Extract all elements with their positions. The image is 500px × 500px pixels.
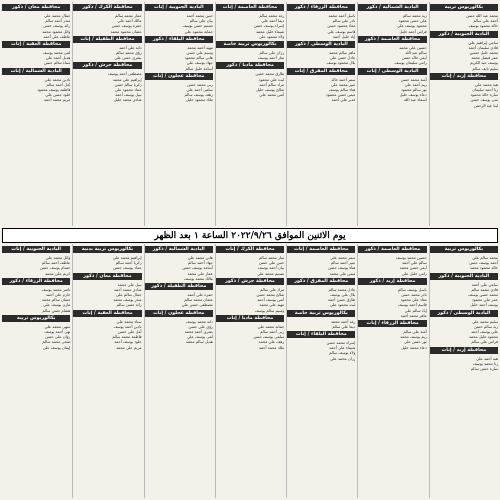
candidate-name: سمر أحمد خالد xyxy=(331,76,356,82)
candidate-name: ضحى محمد سالم xyxy=(42,339,71,345)
candidate-name: لمى محمد يوسف xyxy=(42,50,71,56)
section-header: البادية الجنوبية / ذكور xyxy=(430,273,498,280)
section-header: محافظة الطفيلة / ذكور xyxy=(145,283,213,290)
candidate-name: ناصر محمد يوسف xyxy=(41,286,71,292)
listing-column xyxy=(2,2,70,226)
section-header: محافظة البلقاء / إناث xyxy=(287,331,355,338)
candidate-name: ديما أحمد علي xyxy=(261,18,285,24)
candidate-name: حازم علي أحمد xyxy=(45,292,71,298)
candidate-name: زكريا أحمد سالم xyxy=(115,260,142,266)
candidate-name: قاسم أحمد يوسف xyxy=(397,302,427,308)
candidate-name: عمر علي محمود xyxy=(472,297,498,303)
candidate-name: رؤى محمد سالم xyxy=(115,50,142,56)
candidate-name: فراس أحمد خليل xyxy=(399,28,427,34)
candidate-name: مازن يوسف علي xyxy=(43,302,71,308)
candidate-name: سمر محمد علي xyxy=(330,255,356,260)
candidate-name: أمل علي حسن xyxy=(117,329,142,335)
candidate-name: وائل محمد علي xyxy=(45,255,71,260)
candidate-name: طارق حسن أحمد xyxy=(327,297,356,303)
section-header: محافظة إربد / إناث xyxy=(430,73,498,80)
candidate-name: حسين علي محمد xyxy=(399,44,427,50)
candidate-name: رائد حسن سالم xyxy=(116,302,142,308)
section-header: محافظة العاصمة / إناث xyxy=(216,4,284,11)
section-header: بكالوريوس تربية خاصة xyxy=(287,310,355,317)
candidate-name: آمنة محمد حسن xyxy=(400,76,427,82)
candidate-name: رامي سليمان يوسف xyxy=(394,60,427,66)
candidate-name: منار أحمد يوسف xyxy=(257,55,285,61)
candidate-name: دعاء محمد خليل xyxy=(401,344,427,350)
candidate-name: سارة حسن سالم xyxy=(470,366,498,372)
candidate-name: هديل سالم محمد xyxy=(185,339,213,345)
candidate-name: أسامة يوسف حسن xyxy=(182,265,213,271)
candidate-name: محمد عبد الله حسن xyxy=(466,13,498,18)
candidate-name: عماد يوسف حسن xyxy=(113,265,142,271)
candidate-name: غسان سالم محمد xyxy=(41,297,71,303)
section-header: البادية الشمالية / إناث xyxy=(2,68,70,75)
candidate-name: مهند أحمد محمد xyxy=(187,44,213,50)
section-header: بكالوريوس تربية خاصة xyxy=(216,41,284,48)
candidate-name: بيان أحمد يوسف xyxy=(257,265,285,271)
listing-column xyxy=(215,2,284,226)
candidate-name: دعاء يوسف خليل xyxy=(399,92,427,98)
candidate-name: محمود يوسف علي xyxy=(397,23,427,29)
candidate-name: صالح يوسف خليل xyxy=(255,87,285,93)
section-header: البادية الجنوبية / إناث xyxy=(145,4,213,11)
candidate-name: بيان علي سالم xyxy=(189,18,213,24)
section-header: بكالوريوس تربية xyxy=(430,4,498,11)
candidate-name: معاذ علي محمود xyxy=(400,297,427,303)
listing-column xyxy=(357,2,426,226)
section-header: البادية الشمالية / ذكور xyxy=(358,4,426,11)
listing-column xyxy=(286,244,355,498)
candidate-name: غدير علي أحمد xyxy=(331,97,356,103)
section-header: محافظة معان / ذكور xyxy=(2,4,70,11)
section-header: محافظة جرش / ذكور xyxy=(73,62,141,69)
listing-column xyxy=(2,244,70,498)
candidate-name: إبراهيم محمد علي xyxy=(112,255,142,260)
candidate-name: مهند علي محمد xyxy=(259,302,285,308)
candidate-name: منذر أحمد سالم xyxy=(45,18,71,24)
candidate-name: ملك محمد أحمد xyxy=(258,344,285,350)
candidate-name: نادر علي سالم xyxy=(332,18,356,24)
candidate-name: زيد سالم حسن xyxy=(474,323,498,329)
candidate-name: نبيل يوسف أحمد xyxy=(115,92,142,98)
candidate-name: فاطمة يوسف محمود xyxy=(37,87,71,93)
candidate-name: خالد محمود يوسف xyxy=(468,23,498,29)
candidate-name: خلود حسن علي xyxy=(45,92,71,98)
section-header: بكالوريوس تربية xyxy=(430,246,498,253)
candidate-name: عبير محمد علي xyxy=(331,81,356,87)
candidate-name: وائل محمود محمد xyxy=(42,28,71,34)
candidate-name: سلمى يوسف حسن xyxy=(253,334,285,340)
candidate-name: ملك محمود خليل xyxy=(186,97,213,103)
candidate-name: جمال سالم علي xyxy=(116,292,142,298)
section-header: محافظة معان / ذكور xyxy=(73,273,141,280)
candidate-name: سامي علي أحمد xyxy=(471,281,498,287)
candidate-name: أمل أحمد سالم xyxy=(46,81,71,87)
candidate-name: مصطفى حسن علي xyxy=(181,302,213,308)
candidate-name: جهاد أحمد سالم xyxy=(187,260,213,266)
candidate-name: أنس يوسف أحمد xyxy=(257,297,285,303)
section-header: محافظة المفرق / ذكور xyxy=(287,278,355,285)
section-header: البادية الوسطى / ذكور xyxy=(287,41,355,48)
candidate-name: خلود يوسف أحمد xyxy=(114,339,142,345)
candidate-name: مراد علي سالم xyxy=(260,286,285,292)
candidate-name: منار محمد سالم xyxy=(258,255,285,260)
candidate-name: عبير أحمد سالم xyxy=(330,260,356,266)
candidate-name: مريم محمد أحمد xyxy=(43,97,71,103)
candidate-name: خالد محمود محمد xyxy=(469,265,498,271)
listing-column xyxy=(144,244,213,498)
candidate-name: ميس حسن محمود xyxy=(326,92,356,98)
candidate-name: علي حسن محمود xyxy=(398,18,427,24)
candidate-name: ليث علي محمود xyxy=(258,76,285,82)
candidate-name: سليم محمد علي xyxy=(472,318,498,324)
candidate-name: سالم علي أحمد xyxy=(402,260,427,266)
section-header: محافظة عجلون / إناث xyxy=(145,73,213,80)
candidate-name: بشرى حسن علي xyxy=(114,55,142,61)
candidate-name: بلال علي يوسف xyxy=(330,292,356,298)
candidate-name: رزان محمد علي xyxy=(330,355,356,361)
candidate-name: ميس علي محمد xyxy=(329,270,356,276)
section-header: محافظة الكرك / إناث xyxy=(216,246,284,253)
candidate-name: إسراء محمد حسن xyxy=(326,340,356,346)
candidate-name: إيمان يوسف علي xyxy=(42,344,71,350)
candidate-name: سهى محمد علي xyxy=(44,323,71,329)
candidate-name: أحمد علي سالم xyxy=(473,18,498,24)
section-header: محافظة جرش / ذكور xyxy=(216,278,284,285)
candidate-name: أسامة خليل سالم xyxy=(185,65,213,71)
candidate-name: إياد خليل أحمد xyxy=(332,33,356,39)
section-header: محافظة العقبة / إناث xyxy=(2,41,70,48)
candidate-name: مالك أحمد علي xyxy=(117,18,142,24)
candidate-name: رغد محمد سالم xyxy=(259,13,285,18)
candidate-name: ماهر محمد أحمد xyxy=(400,312,427,318)
section-header: البادية الجنوبية / ذكور xyxy=(430,31,498,38)
candidate-name: رغد أحمد محمد xyxy=(330,318,356,324)
candidate-name: شادي محمد أحمد xyxy=(113,286,142,292)
candidate-name: ربى أحمد سالم xyxy=(260,329,285,335)
candidate-name: دانة علي أحمد xyxy=(119,44,142,50)
candidate-name: فراس علي سالم xyxy=(471,339,498,345)
candidate-name: سالم عبد الله xyxy=(405,50,427,56)
candidate-name: معاذ محمود حسن xyxy=(327,23,356,29)
candidate-name: باسل يوسف سالم xyxy=(397,286,427,292)
listing-column xyxy=(72,2,141,226)
candidate-name: نهى أحمد يوسف xyxy=(44,329,71,335)
candidate-name: عمار محمد سالم xyxy=(115,13,142,18)
candidate-name: مالك محمد يوسف xyxy=(184,275,213,281)
candidate-name: حنين علي حسن xyxy=(258,260,285,266)
candidate-name: رنا محمد يوسف xyxy=(472,360,498,366)
candidate-name: أيمن حسن محمد xyxy=(399,265,427,271)
candidate-name: دانة محمد يوسف xyxy=(185,318,213,324)
section-header: محافظة الزرقاء / إناث xyxy=(358,320,426,327)
candidate-name: طارق محمد حسن xyxy=(255,71,285,77)
candidate-name: صالح محمد حسن xyxy=(256,292,285,298)
section-header: محافظة المفرق / إناث xyxy=(287,68,355,75)
candidate-name: فاطمة محمد سالم xyxy=(112,334,142,340)
candidate-name: آمنة علي سالم xyxy=(403,329,427,335)
section-header: محافظة العاصمة / ذكور xyxy=(358,36,426,43)
candidate-name: وسيم سالم يوسف xyxy=(254,307,285,313)
section-header: البادية الوسطى / إناث xyxy=(358,68,426,75)
section-header: محافظة الطفيلة / إناث xyxy=(73,36,141,43)
candidate-name: أيمن خالد حسن xyxy=(401,55,427,61)
bottom-listings xyxy=(2,244,498,498)
candidate-name: رائد يوسف حسن xyxy=(43,23,71,29)
candidate-name: عادل محمد سالم xyxy=(328,286,356,292)
section-header: محافظة الكرك / ذكور xyxy=(73,4,141,11)
candidate-name: نادر محمد حسن xyxy=(401,292,427,298)
candidate-name: فادي محمد سالم xyxy=(471,286,498,292)
candidate-name: محمود خليل محمد xyxy=(468,334,498,340)
candidate-name: زكريا سالم حسن xyxy=(114,81,142,87)
candidate-name: قاسم يوسف علي xyxy=(327,28,356,34)
candidate-name: نادين محمد علي xyxy=(44,76,71,82)
candidate-name: حمزة يوسف حسن xyxy=(111,23,142,29)
candidate-name: لمى يوسف علي xyxy=(187,334,213,340)
candidate-name: نور حسن علي xyxy=(404,339,427,345)
candidate-name: مريم علي محمد xyxy=(116,344,142,350)
candidate-name: رامي خليل علي xyxy=(401,270,427,276)
candidate-name: منذر يوسف محمد xyxy=(113,297,142,303)
candidate-name: ريم يوسف محمد xyxy=(400,334,427,340)
section-header: محافظة العاصمة / ذكور xyxy=(358,246,426,253)
candidate-name: تسنيم محمد علي xyxy=(257,270,285,276)
listing-column xyxy=(72,244,141,498)
listing-column xyxy=(429,244,498,498)
candidate-name: محمد حسن يوسف xyxy=(468,292,498,298)
candidate-name: لينا عبد الرحمن xyxy=(473,102,498,108)
candidate-name: جهاد يوسف علي xyxy=(186,60,213,66)
candidate-name: هناء سالم يوسف xyxy=(328,87,356,93)
candidate-name: هناء يوسف حسن xyxy=(328,265,356,271)
candidate-name: عمار علي محمد xyxy=(187,270,213,276)
candidate-name: حسام يوسف حسن xyxy=(39,265,71,271)
candidate-name: سناء محمد علي xyxy=(116,318,142,324)
section-header: محافظة العقبة / إناث xyxy=(73,310,141,317)
section-header: بكالوريوس تربية xyxy=(2,315,70,322)
section-header: محافظة البلقاء / ذكور xyxy=(145,36,213,43)
candidate-name: ديما علي سالم xyxy=(332,323,356,329)
candidate-name: باسل أحمد محمد xyxy=(328,13,356,18)
candidate-name: سناء سالم حسن xyxy=(43,60,71,66)
candidate-name: أنس محمد علي xyxy=(259,92,285,98)
listing-column xyxy=(357,244,426,498)
candidate-name: أحمد يوسف حسن xyxy=(469,260,498,266)
candidate-name: شادي محمد خليل xyxy=(113,97,142,103)
section-header: محافظة الزرقاء / ذكور xyxy=(2,278,70,285)
candidate-name: إياد سالم علي xyxy=(404,307,427,313)
candidate-name: عماد محمود علي xyxy=(114,87,142,93)
candidate-name: هديل أحمد علي xyxy=(45,55,71,61)
candidate-name: شيماء خليل محمد xyxy=(255,28,285,34)
section-header: محافظة الزرقاء / ذكور xyxy=(287,4,355,11)
candidate-name: عاطف أحمد سالم xyxy=(41,260,71,266)
candidate-name: جمال محمد علي xyxy=(44,13,71,18)
candidate-name: نادين أحمد يوسف xyxy=(113,323,142,329)
section-header: محافظة مادبا / إناث xyxy=(216,315,284,322)
date-banner-text: يوم الاثنين الموافق ٢٠٢٢/٩/٢٦ الساعة ١ بعد الظهر xyxy=(154,230,346,241)
candidate-name: سارة خالد محمود xyxy=(470,92,498,98)
candidate-name: ربى محمد حسن xyxy=(187,81,213,87)
candidate-name: فادي سليمان أحمد xyxy=(468,44,498,50)
section-header: محافظة إربد / ذكور xyxy=(358,278,426,285)
candidate-name: حسين محمد يوسف xyxy=(395,255,427,260)
candidate-name: جمانة محمد علي xyxy=(257,323,285,329)
candidate-name: جمانة محمود علي xyxy=(184,28,213,34)
candidate-name: هبة أحمد علي xyxy=(476,355,498,361)
candidate-name: رنا أحمد سليمان xyxy=(472,87,498,93)
candidate-name: ولاء يوسف سالم xyxy=(329,350,356,356)
candidate-name: محمد سالم علي xyxy=(472,255,498,260)
candidate-name: محمد خليل حسين xyxy=(469,50,498,56)
section-header: بكالوريوس تربية بدنية xyxy=(73,246,141,253)
candidate-name: منى يوسف حسن xyxy=(470,97,498,103)
section-header: البادية الشمالية / ذكور xyxy=(145,246,213,253)
section-header: محافظة مادبا / ذكور xyxy=(216,62,284,69)
candidate-name: رهف علي محمد xyxy=(258,339,285,345)
candidate-name: ريم أحمد علي xyxy=(404,81,427,87)
candidate-name: شيماء علي أحمد xyxy=(329,345,356,351)
candidate-name: هبة محمد علي xyxy=(475,81,498,87)
candidate-name: رهف يوسف سالم xyxy=(184,92,213,98)
candidate-name: حنين محمد أحمد xyxy=(186,13,213,18)
candidate-name: ماهر سالم محمد xyxy=(329,50,356,56)
listing-column xyxy=(286,2,355,226)
candidate-name: عثمان محمود محمد xyxy=(110,28,142,34)
candidate-name: هاني محمد علي xyxy=(187,255,213,260)
candidate-name: إسراء يوسف حسن xyxy=(253,23,285,29)
candidate-name: روان علي حسن xyxy=(45,334,71,340)
candidate-name: بلال محمود يوسف xyxy=(326,60,356,66)
candidate-name: هشام حسن سالم xyxy=(42,307,71,313)
date-banner xyxy=(2,228,498,243)
candidate-name: حمزة علي أحمد xyxy=(187,292,213,298)
candidate-name: سليم نايف سالم xyxy=(472,65,498,71)
section-header: محافظة إربد / إناث xyxy=(430,347,498,354)
candidate-name: أسماء عبد الله xyxy=(404,97,427,103)
candidate-name: عادل حسن علي xyxy=(329,55,356,61)
candidate-name: سامي إبراهيم علي xyxy=(468,39,498,45)
candidate-name: نور سالم محمود xyxy=(401,87,427,93)
candidate-name: بشرى أحمد محمد xyxy=(184,329,213,335)
listing-column xyxy=(215,244,284,498)
candidate-name: ليث محمود علي xyxy=(329,302,356,308)
candidate-name: عثمان محمد سالم xyxy=(184,297,213,303)
candidate-name: ولاء محمود علي xyxy=(258,33,285,39)
candidate-name: مصطفى أحمد يوسف xyxy=(107,71,142,77)
section-header: البادية الوسطى / ذكور xyxy=(430,310,498,317)
candidate-name: علي يوسف أحمد xyxy=(471,329,498,335)
candidate-name: إبراهيم علي محمد xyxy=(112,76,142,82)
candidate-name: كريم علي محمد xyxy=(45,270,71,276)
section-header: محافظة العاصمة / إناث xyxy=(287,246,355,253)
candidate-name: وسيم علي حسن xyxy=(186,50,213,56)
candidate-name: يوسف أحمد خليل xyxy=(470,302,498,308)
section-header: محافظة عجلون / إناث xyxy=(145,310,213,317)
listing-column xyxy=(144,2,213,226)
candidate-name: سلمى أحمد علي xyxy=(186,87,213,93)
candidate-name: زيد محمد سالم xyxy=(402,13,427,18)
candidate-name: مراد سالم أحمد xyxy=(259,81,285,87)
candidate-name: يوسف عبد الكريم xyxy=(470,60,498,66)
candidate-name: تسنيم حسن يوسف xyxy=(182,23,213,29)
candidate-name: رؤى علي حسن xyxy=(188,323,213,329)
candidate-name: رزان علي سالم xyxy=(259,50,285,56)
top-listings xyxy=(2,2,498,226)
candidate-name: عاطف علي أحمد xyxy=(43,33,71,39)
candidate-name: عمر فيصل محمد xyxy=(471,55,498,61)
section-header: البادية الجنوبية / إناث xyxy=(2,246,70,253)
listing-column xyxy=(429,2,498,226)
candidate-name: هاني سالم محمود xyxy=(184,55,213,61)
candidate-name: نبيل علي محمد xyxy=(117,281,142,287)
